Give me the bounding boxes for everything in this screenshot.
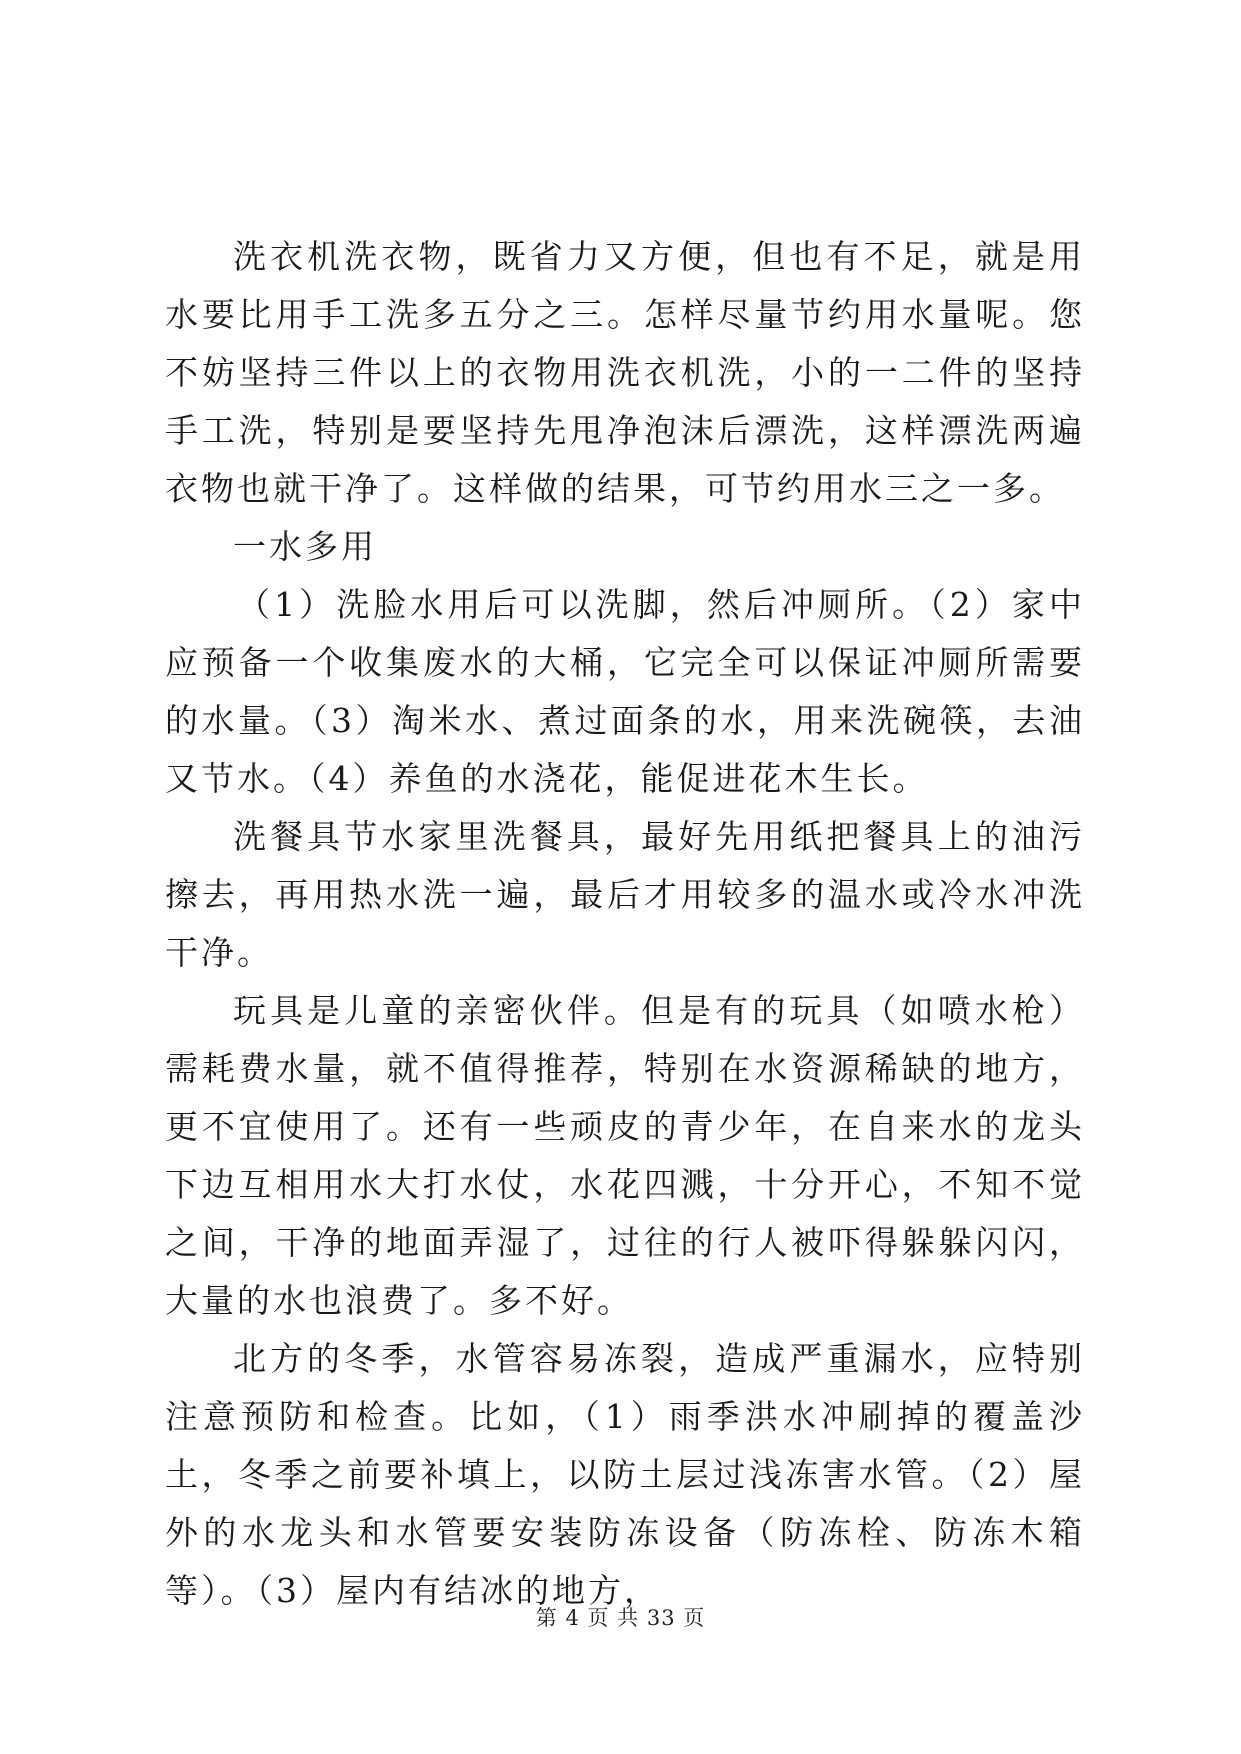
paragraph-heading-multi-use: 一水多用 (233, 527, 377, 566)
paragraph-washing-machine: 洗衣机洗衣物，既省力又方便，但也有不足，就是用水要比用手工洗多五分之三。怎样尽量节约用水量呢。您不妨坚持三件以上的衣物用洗衣机洗，小的一二件的坚持手工洗，特别是要坚持先甩净泡沫后漂洗，这样漂洗两遍衣物也就干净了。这样做的结果，可节约用水三之一多。 (165, 237, 1085, 508)
paragraph-toys: 玩具是儿童的亲密伙伴。但是有的玩具（如喷水枪）需耗费水量，就不值得推荐，特别在水资源稀缺的地方，更不宜使用了。还有一些顽皮的青少年，在自来水的龙头下边互相用水大打水仗，水花四溅，十分开心，不知不觉之间，干净的地面弄湿了，过往的行人被吓得躲躲闪闪，大量的水也浪费了。多不好。 (165, 991, 1085, 1320)
document-body (165, 228, 1085, 1620)
page-number-footer: 第 4 页 共 33 页 (535, 1606, 706, 1630)
paragraph-multi-use-list: （1）洗脸水用后可以洗脚，然后冲厕所。（2）家中应预备一个收集废水的大桶，它完全可以保证冲厕所需要的水量。（3）淘米水、煮过面条的水，用来洗碗筷，去油又节水。（4）养鱼的水浇花，能促进花木生长。 (165, 585, 1085, 798)
paragraph-dishwashing: 洗餐具节水家里洗餐具，最好先用纸把餐具上的油污擦去，再用热水洗一遍，最后才用较多的温水或冷水冲洗干净。 (165, 817, 1085, 972)
paragraph-winter-pipes: 北方的冬季，水管容易冻裂，造成严重漏水，应特别注意预防和检查。比如，（1）雨季洪水冲刷掉的覆盖沙土，冬季之前要补填上，以防土层过浅冻害水管。（2）屋外的水龙头和水管要安装防冻设备（防冻栓、防冻木箱等）。（3）屋内有结冰的地方， (165, 1339, 1085, 1610)
